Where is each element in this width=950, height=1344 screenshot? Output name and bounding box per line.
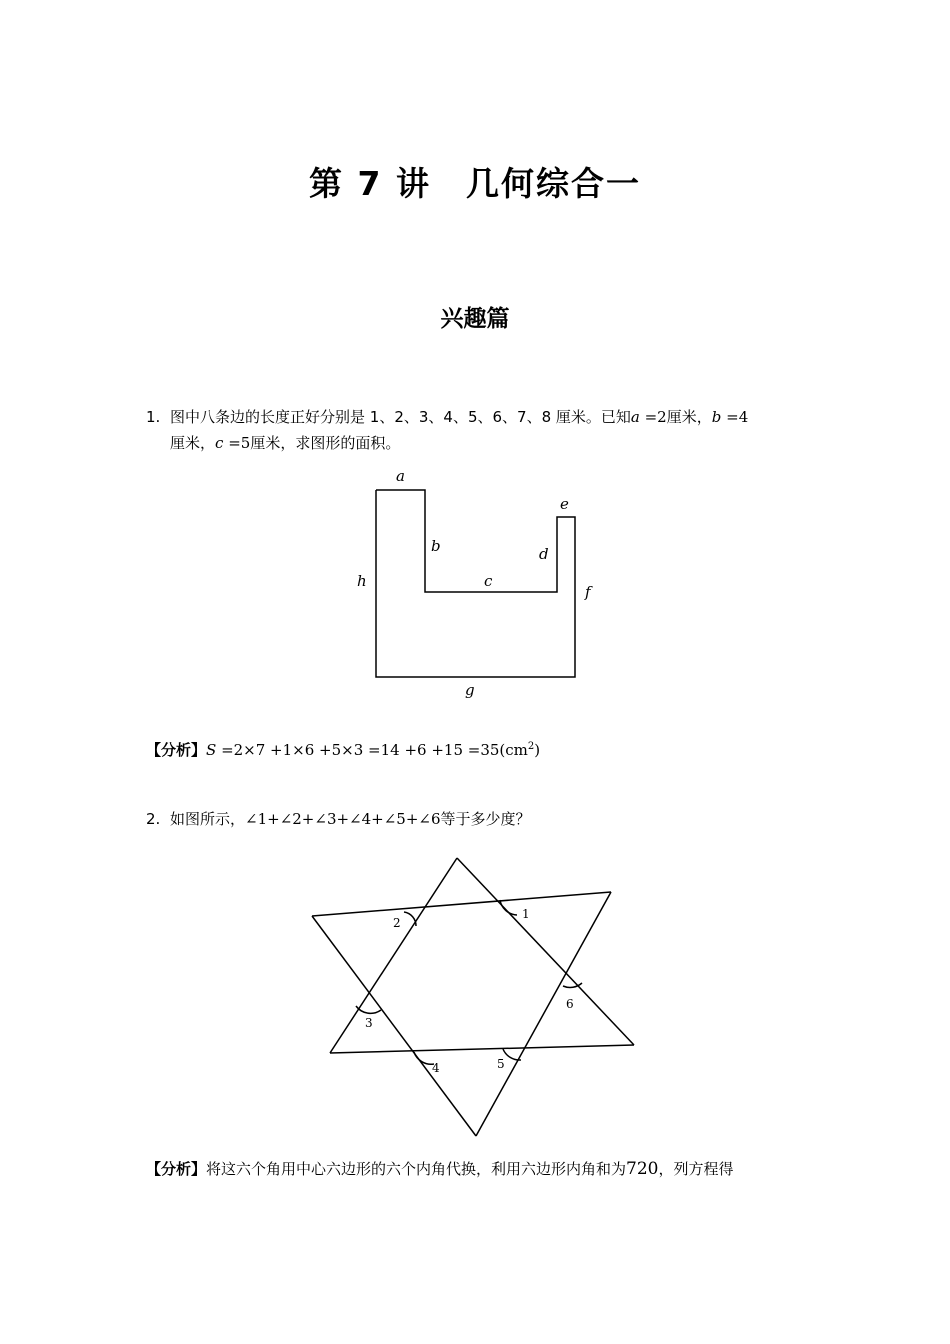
unit-a: 厘米，	[666, 408, 712, 426]
lecture-title: 第 7 讲 几何综合一	[309, 164, 641, 203]
analysis-1	[146, 734, 540, 763]
edge-label-d: d	[539, 545, 549, 563]
edge-label-a: a	[396, 467, 405, 485]
question-2-number: 2.	[146, 810, 161, 828]
question-2-text: 如图所示，	[170, 810, 246, 828]
unit-b: 厘米，	[170, 434, 216, 452]
question-2	[146, 806, 531, 832]
edge-label-f: f	[585, 583, 591, 601]
question-1-text: 图中八条边的长度正好分别是 1、2、3、4、5、6、7、8 厘米。已知	[170, 408, 631, 426]
analysis-2-text-end: ，列方程得	[658, 1160, 734, 1178]
angle-sum-expression: ∠1+∠2+∠3+∠4+∠5+∠6	[245, 810, 441, 828]
question-1-text-end: 厘米，求图形的面积。	[250, 434, 401, 452]
analysis-2-tag: 【分析】	[146, 1160, 207, 1178]
var-b-eq: b =4	[711, 408, 749, 426]
edge-label-h: h	[357, 572, 367, 590]
question-2-text-end: 等于多少度？	[440, 810, 531, 828]
angle-label-4: 4	[432, 1061, 440, 1075]
figure-2-star	[312, 858, 634, 1136]
var-a-eq: a =2	[630, 408, 667, 426]
angle-label-2: 2	[393, 916, 401, 930]
polygon-outline	[376, 490, 575, 677]
question-1	[146, 404, 826, 456]
angle-label-3: 3	[365, 1016, 373, 1030]
edge-label-g: g	[465, 681, 475, 699]
edge-label-e: e	[560, 495, 569, 513]
edge-label-c: c	[484, 572, 493, 590]
analysis-2	[146, 1156, 734, 1182]
question-1-number: 1.	[146, 408, 161, 426]
analysis-1-formula: $S =2\times 7 +1\times 6 +5\times 3 =14 +6 +15 =35(cm^2)$	[206, 741, 541, 759]
analysis-2-text: 将这六个角用中心六边形的六个内角代换，利用六边形内角和为	[206, 1160, 627, 1178]
var-c-eq: c =5	[215, 434, 251, 452]
angle-label-6: 6	[566, 997, 574, 1011]
section-heading: 兴趣篇	[440, 306, 510, 332]
angle-label-5: 5	[497, 1057, 505, 1071]
edge-label-b: b	[431, 537, 441, 555]
angle-label-1: 1	[522, 907, 530, 921]
analysis-2-value: 720	[626, 1159, 659, 1179]
analysis-1-tag: 【分析】	[146, 741, 207, 759]
